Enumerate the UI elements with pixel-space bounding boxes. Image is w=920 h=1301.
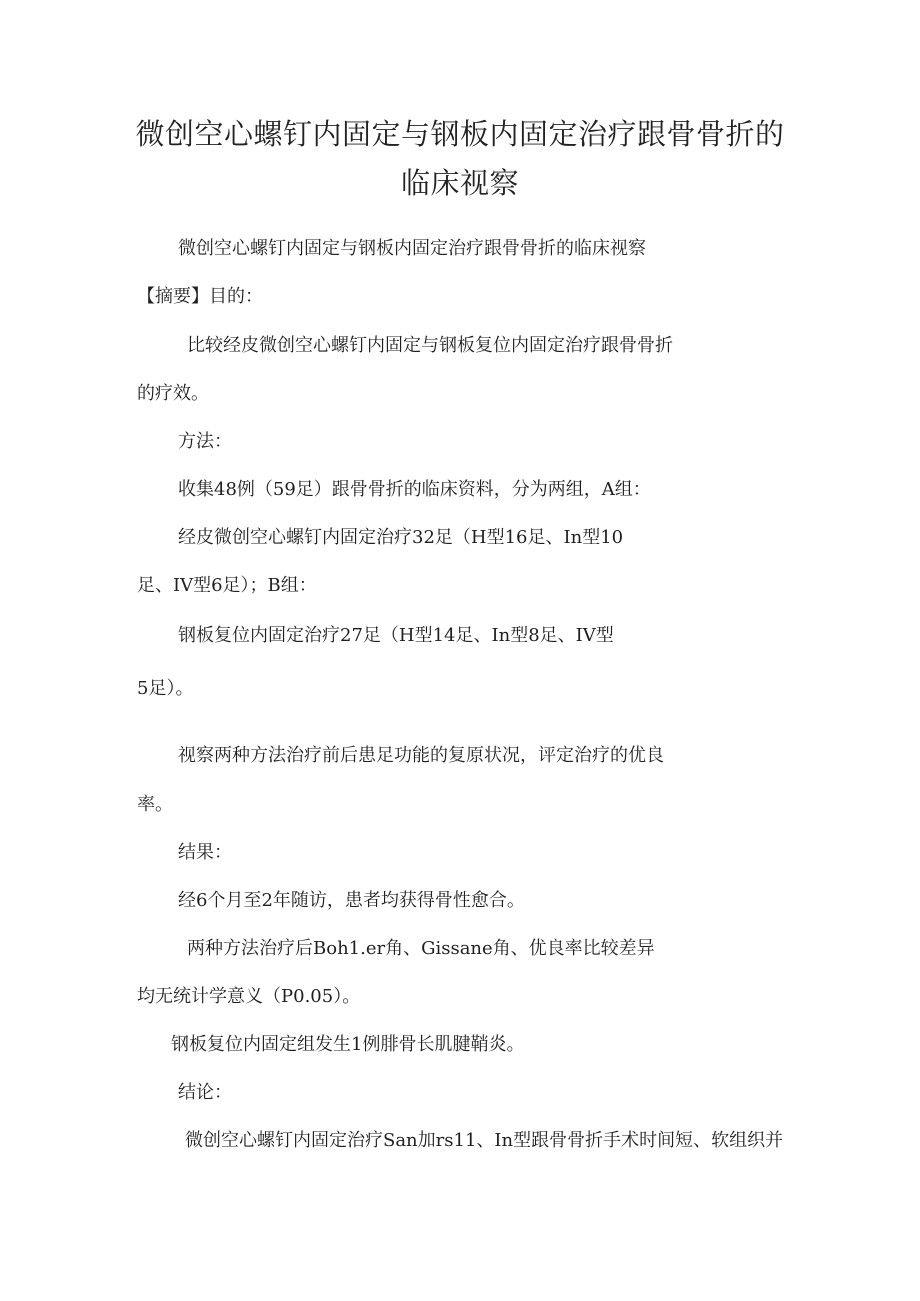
text-line-conclusion-1: 微创空心螺钉内固定治疗San加rs11、In型跟骨骨折手术时间短、软组织并 xyxy=(185,1130,784,1151)
text-line-method-2: 经皮微创空心螺钉内固定治疗32足（H型16足、In型10 xyxy=(178,527,624,548)
text-line-abstract-label: 【摘要】目的： xyxy=(137,286,263,307)
text-line-method-5: 5足）。 xyxy=(137,678,194,699)
text-line-method-label: 方法： xyxy=(178,431,232,452)
document-title-line-1: 微创空心螺钉内固定与钢板内固定治疗跟骨骨折的 xyxy=(135,117,785,151)
text-line-method-3: 足、IV型6足）；B组： xyxy=(137,575,317,596)
text-line-purpose: 比较经皮微创空心螺钉内固定与钢板复位内固定治疗跟骨骨折 xyxy=(187,335,673,356)
text-line-subtitle: 微创空心螺钉内固定与钢板内固定治疗跟骨骨折的临床视察 xyxy=(178,238,646,259)
text-line-method-4: 钢板复位内固定治疗27足（H型14足、In型8足、IV型 xyxy=(178,625,614,646)
document-title-line-2: 临床视察 xyxy=(400,166,519,200)
text-line-observe: 视察两种方法治疗前后患足功能的复原状况，评定治疗的优良 xyxy=(178,745,664,766)
text-line-observe-cont: 率。 xyxy=(137,794,173,815)
text-line-result-label: 结果： xyxy=(178,842,232,863)
text-line-result-2: 两种方法治疗后Boh1.er角、Gissane角、优良率比较差异 xyxy=(187,938,655,959)
text-line-result-1: 经6个月至2年随访，患者均获得骨性愈合。 xyxy=(178,890,525,911)
text-line-method-1: 收集48例（59足）跟骨骨折的临床资料，分为两组，A组： xyxy=(178,479,651,500)
text-line-result-3: 均无统计学意义（P0.05）。 xyxy=(137,986,361,1007)
text-line-result-4: 钢板复位内固定组发生1例腓骨长肌腱鞘炎。 xyxy=(171,1034,525,1055)
text-line-purpose-cont: 的疗效。 xyxy=(137,383,209,404)
text-line-conclusion-label: 结论： xyxy=(178,1082,232,1103)
